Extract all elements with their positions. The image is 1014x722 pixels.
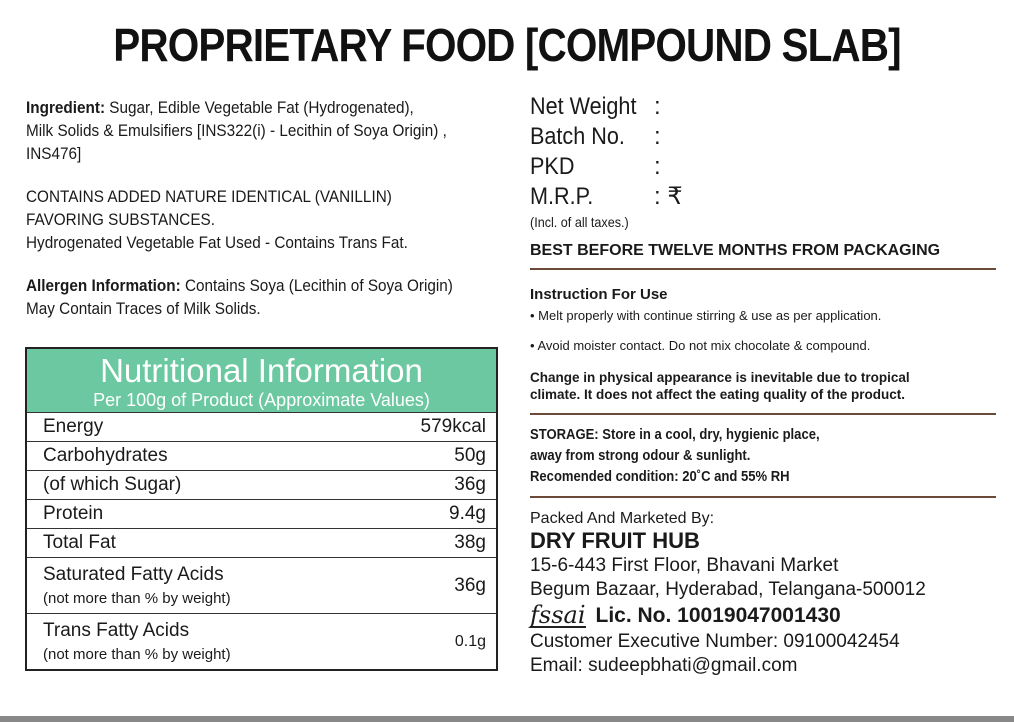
marketer-section — [530, 510, 996, 678]
allergen-label: Allergen Information: — [26, 276, 181, 295]
batch-label: Batch No. — [530, 123, 625, 150]
ingredient-line-1: Sugar, Edible Vegetable Fat (Hydrogenated), — [105, 98, 414, 117]
nutrient-name: Saturated Fatty Acids — [43, 564, 224, 585]
product-title: PROPRIETARY FOOD [COMPOUND SLAB] — [113, 19, 901, 71]
nutrition-heading: Nutritional Information — [100, 352, 423, 389]
batch-row — [530, 122, 996, 152]
colon: : — [654, 123, 661, 150]
allergen-line-1: Contains Soya (Lecithin of Soya Origin) — [180, 276, 453, 295]
nutrient-value: 579kcal — [420, 416, 486, 437]
nutrient-name: Energy — [43, 416, 104, 437]
mrp-row — [530, 182, 996, 212]
storage-line-2: away from strong odour & sunlight. — [530, 448, 751, 464]
nutrient-value: 36g — [454, 574, 486, 596]
nutrition-row-total-fat — [27, 528, 496, 557]
nutrition-subheading: Per 100g of Product (Approximate Values) — [93, 390, 430, 410]
nutrient-name: Carbohydrates — [43, 445, 168, 466]
nutrient-value: 38g — [454, 532, 486, 553]
bottom-border — [0, 716, 1014, 722]
ingredients-section — [26, 96, 506, 320]
nutrient-value: 9.4g — [449, 503, 486, 524]
nutrition-row-carbohydrates — [27, 441, 496, 470]
nutrition-row-saturated-fat — [27, 557, 496, 613]
change-line-1: Change in physical appearance is inevitable due to tropical — [530, 370, 910, 385]
mrp-label: M.R.P. — [530, 183, 594, 210]
company-name: DRY FRUIT HUB — [530, 528, 700, 553]
nutrition-row-trans-fat — [27, 613, 496, 669]
storage-line-3: Recomended condition: 20˚C and 55% RH — [530, 469, 790, 485]
contains-line-1: CONTAINS ADDED NATURE IDENTICAL (VANILLIN) — [26, 187, 392, 206]
nutrient-value: 0.1g — [454, 632, 486, 650]
storage-section — [530, 415, 996, 498]
best-before: BEST BEFORE TWELVE MONTHS FROM PACKAGING — [530, 242, 996, 270]
nutrition-header — [27, 349, 496, 412]
change-line-2: climate. It does not affect the eating quality of the product. — [530, 387, 906, 402]
instruction-bullet-2: • Avoid moister contact. Do not mix chocolate & compound. — [530, 338, 871, 353]
nutrition-row-protein — [27, 499, 496, 528]
contains-line-3: Hydrogenated Vegetable Fat Used - Contains Trans Fat. — [26, 233, 408, 252]
nutrient-name: Trans Fatty Acids — [43, 620, 190, 641]
nutrition-row-sugar — [27, 470, 496, 499]
ingredient-line-3: INS476] — [26, 144, 82, 163]
mrp-colon-rupee: : ₹ — [654, 183, 683, 210]
license-row — [530, 602, 996, 630]
nutrition-row-energy — [27, 412, 496, 441]
instructions-section — [530, 286, 996, 415]
nutrient-name: Protein — [43, 503, 104, 524]
nutrient-value: 36g — [454, 474, 486, 495]
pkd-row — [530, 152, 996, 182]
nutrient-name: (of which Sugar) — [43, 474, 182, 495]
packed-by-label: Packed And Marketed By: — [530, 510, 715, 527]
instructions-title: Instruction For Use — [530, 286, 668, 303]
nutrition-table — [25, 347, 498, 671]
ingredient-line-2: Milk Solids & Emulsifiers [INS322(i) - Lecithin of Soya Origin) , — [26, 121, 447, 140]
address-line-2: Begum Bazaar, Hyderabad, Telangana-500012 — [530, 579, 926, 600]
colon: : — [654, 93, 661, 120]
nutrient-value: 50g — [454, 445, 486, 466]
pkd-label: PKD — [530, 153, 575, 180]
packaging-section — [530, 92, 996, 678]
allergen-line-2: May Contain Traces of Milk Solids. — [26, 299, 261, 318]
nutrient-note: (not more than % by weight) — [43, 646, 231, 663]
license-number: Lic. No. 10019047001430 — [595, 604, 841, 627]
incl-taxes: (Incl. of all taxes.) — [530, 214, 629, 230]
ingredient-label: Ingredient: — [26, 98, 106, 117]
instruction-bullet-1: • Melt properly with continue stirring & use as per application. — [530, 308, 882, 323]
address-line-1: 15-6-443 First Floor, Bhavani Market — [530, 555, 839, 576]
colon: : — [654, 153, 661, 180]
customer-phone: Customer Executive Number: 09100042454 — [530, 631, 900, 652]
nutrient-note: (not more than % by weight) — [43, 590, 231, 607]
net-weight-label: Net Weight — [530, 93, 637, 120]
nutrient-name: Total Fat — [43, 532, 116, 553]
email: Email: sudeepbhati@gmail.com — [530, 655, 798, 676]
fssai-logo: fssai — [530, 601, 586, 629]
storage-line-1: STORAGE: Store in a cool, dry, hygienic place, — [530, 427, 820, 443]
contains-line-2: FAVORING SUBSTANCES. — [26, 210, 216, 229]
net-weight-row — [530, 92, 996, 122]
